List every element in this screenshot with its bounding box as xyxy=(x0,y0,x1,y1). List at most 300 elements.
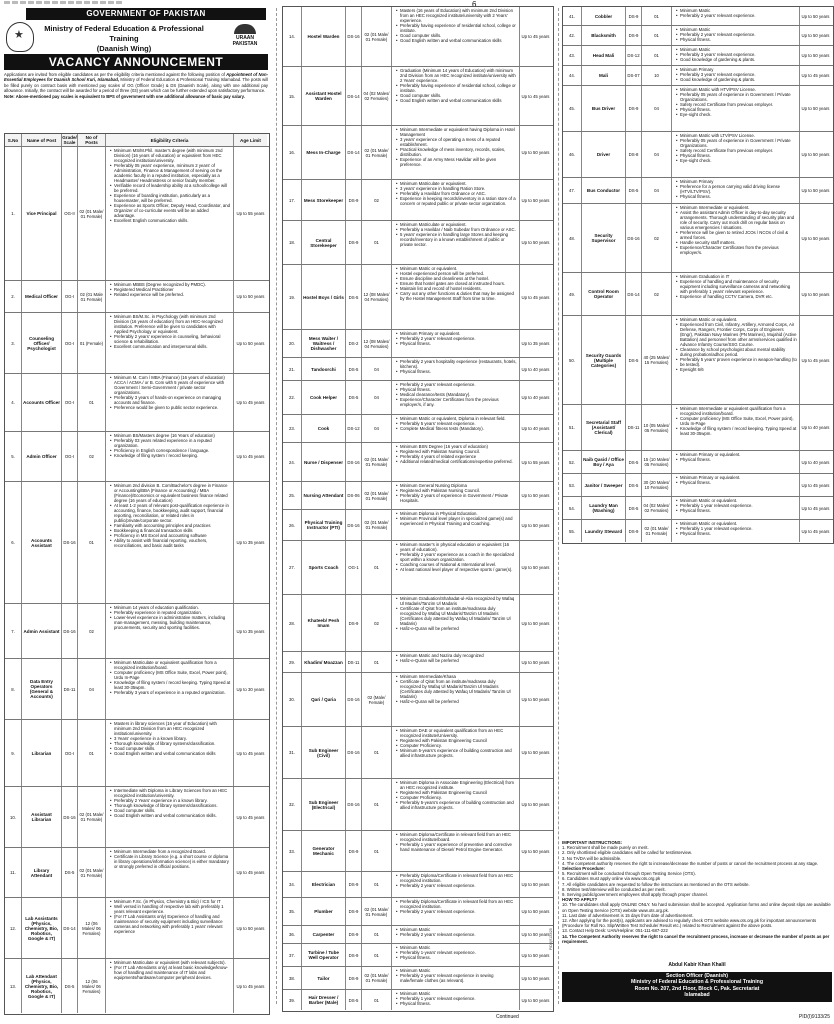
cell-grade: DS-9 xyxy=(345,898,361,925)
eligibility-item: • Preferably 2 years' experience in counseling, behavioral science & rehabilitation. xyxy=(110,334,231,344)
eligibility-item: • Minimum Matric or equivalent. xyxy=(676,317,797,322)
cell-name: Mess Waiter / Waitress / Dishwasher xyxy=(301,330,345,357)
cell-sno: 5. xyxy=(11,454,15,459)
cell-posts: 02 (01 Male 01 Female) xyxy=(77,281,105,312)
cell-name: Accounts Officer xyxy=(21,374,61,431)
instructions xyxy=(562,840,832,944)
eligibility-item: • Minimum Matric or equivalent. xyxy=(396,266,517,271)
cell-grade: DS-16 xyxy=(625,204,641,272)
cell-age: Up to 50 years xyxy=(519,944,551,966)
eligibility-item: • Preferably 2 years' relevant experience. xyxy=(396,883,517,888)
eligibility-item: • Preferably 1 year relevant experience. xyxy=(676,503,797,508)
eligibility-item: • Minimum Primary or equivalent. xyxy=(676,475,797,480)
eligibility-item: • Preferably Diploma/Certificate in relevant field from an HEC recognized institution. xyxy=(396,873,517,883)
table-row xyxy=(563,272,833,315)
cell-posts: 40 (25 Males/ 15 Females) xyxy=(641,316,671,404)
vacancy-table-3 xyxy=(562,6,834,544)
cell-posts: 01 xyxy=(361,779,391,830)
table-row xyxy=(563,473,833,496)
cell-sno: 15. xyxy=(289,93,295,99)
eligibility-item: • Registered with Pakistan Nursing Council. xyxy=(396,449,517,454)
eligibility-item: • Minimum DAE or equivalent qualification from an HEC recognized institute/University. xyxy=(396,728,517,738)
eligibility-item: • Good computer skills. xyxy=(396,93,517,98)
instruction-item: 1. Recruitment shall be made purely on merit. xyxy=(562,845,649,851)
cell-name: Laundry Man (Washing) xyxy=(581,497,625,519)
cell-name: Blacksmith xyxy=(581,26,625,45)
cell-name: Security Guards (Multiple Categories) xyxy=(581,316,625,404)
eligibility-item: • Minimum Primary xyxy=(676,67,797,72)
eligibility-item: • Medical clearance/tests (Mandatory). xyxy=(396,392,517,397)
table-row xyxy=(283,442,553,481)
cell-age: Up to 45 years xyxy=(799,316,831,404)
cell-age: Up to 50 years xyxy=(519,831,551,871)
cell-age: Up to 50 years xyxy=(799,7,831,25)
cell-posts: 12 (08 Males/ 04 Females) xyxy=(361,330,391,357)
table-row xyxy=(283,264,553,329)
cell-sno: 7. xyxy=(11,628,15,634)
cell-posts: 02 (01 Male/ 01 Female) xyxy=(77,848,105,897)
eligibility-item: • Preferably 2 years' relevant experience. xyxy=(396,382,517,387)
selection-item: 9. Serving public/government employees shall apply through proper channel. xyxy=(562,892,708,898)
cell-grade: DS-5 xyxy=(625,474,641,496)
eligibility-item: • Preferably 2 years' relevant experience. xyxy=(396,909,517,914)
eligibility-item: • Minimum Intermediate or equivalent having Diploma in Hotel Management xyxy=(396,127,517,137)
side-pid-label: PID(I)9133/25 xyxy=(549,928,553,950)
cell-grade: DS-14 xyxy=(625,273,641,315)
cell-name: Librarian xyxy=(21,720,61,786)
cell-sno: 39. xyxy=(289,997,295,1003)
table-row xyxy=(283,830,553,871)
eligibility-item: • Minimum Diploma in Associate Engineering (Electrical) from an HEC recognized institute. xyxy=(396,780,517,790)
cell-elig xyxy=(391,510,519,540)
cell-elig xyxy=(391,67,519,125)
cell-name: Electrician xyxy=(301,872,345,897)
cell-sno: 23. xyxy=(289,426,295,431)
table-row xyxy=(283,357,553,380)
cell-elig xyxy=(391,443,519,481)
eligibility-item: • Minimum Matriculate or equivalent. xyxy=(396,222,517,227)
cell-elig xyxy=(391,595,519,651)
eligibility-item: • Minimum 5-years's experience of building construction and allied infrastructure projects. xyxy=(396,748,517,758)
eligibility-item: • Preferably Diploma/Certificate in relevant field from an HEC recognized institution. xyxy=(396,899,517,909)
cell-grade: DS-14 xyxy=(61,898,77,958)
cell-elig xyxy=(671,316,799,404)
cell-grade: DS-9 xyxy=(345,926,361,943)
table-row xyxy=(563,404,833,450)
cell-elig xyxy=(671,86,799,131)
cell-posts: 10 (05 Males/ 05 Females) xyxy=(641,405,671,450)
cell-age: Up to 50 years xyxy=(519,180,551,220)
eligibility-item: • Physical fitness. xyxy=(676,194,797,199)
cell-grade: OG-II xyxy=(61,147,77,280)
cell-name: Library Attendant xyxy=(21,848,61,897)
table-row xyxy=(283,925,553,943)
eligibility-item: • 3 Years' experience in a known library. xyxy=(110,736,231,741)
cell-elig xyxy=(391,126,519,179)
eligibility-item: • Complete Medical fitness tests (Mandatory). xyxy=(396,426,517,431)
eligibility-item: • Certificate in Library Science (e.g. a short course or diploma in library operations/information science) is either mandatory or strongly preferred in official positions. xyxy=(110,854,231,869)
selection-item: 5. Recruitment will be conducted through Open Testing Service (OTS). xyxy=(562,871,696,877)
eligibility-item: • Minimum Diploma/Certificate in relevant field from an HEC recognized institute/board. xyxy=(396,832,517,842)
cell-grade: OG-I xyxy=(61,374,77,431)
eligibility-item: • Physical fitness. xyxy=(676,457,797,462)
cell-posts: 02 (01 Male/ 01 Female) xyxy=(361,126,391,179)
cell-sno: 26. xyxy=(289,522,295,528)
table-row xyxy=(283,897,553,925)
eligibility-item: • Minimum Matriculate or equivalent. xyxy=(396,181,517,186)
eligibility-item: • Physical fitness. xyxy=(396,341,517,346)
eligibility-item: • Eye-sight check. xyxy=(676,112,797,117)
cell-age: Up to 50 years xyxy=(799,132,831,177)
eligibility-item: • Minimum Matric xyxy=(396,968,517,973)
cell-grade: DS-5 xyxy=(61,959,77,1013)
eligibility-item: • Physical fitness. xyxy=(396,387,517,392)
cell-age: Up to 50 years xyxy=(519,872,551,897)
cell-sno: 52. xyxy=(569,459,575,465)
cell-name: Bus Conductor xyxy=(581,178,625,203)
eligibility-item: • Minimum Intermediate from a recognized Board. xyxy=(110,849,231,854)
eligibility-item: • Physical fitness. xyxy=(676,531,797,536)
eligibility-item: • Registered with Pakistan Engineering Council xyxy=(396,790,517,795)
eligibility-item: • Good English written and verbal communication skills xyxy=(396,98,517,103)
cell-elig xyxy=(391,221,519,264)
eligibility-item: • Ability to assist with financial reporting, vouchers, reconciliations, and basic audit tasks xyxy=(110,538,231,548)
header-name: Name of Post xyxy=(21,134,61,146)
cell-elig xyxy=(671,66,799,85)
cell-sno: 48. xyxy=(569,235,575,241)
cell-grade: DS-14 xyxy=(345,126,361,179)
cell-age: Up to 50 years xyxy=(519,779,551,830)
table-row xyxy=(563,45,833,65)
cell-elig xyxy=(391,652,519,672)
table-row xyxy=(5,481,269,603)
ministry-title xyxy=(30,24,218,54)
eligibility-item: • Computer proficiency (MS Office Suite, Excel, Power point), Urdu In-Page xyxy=(676,416,797,426)
table-row xyxy=(563,203,833,272)
cell-grade: DS-9 xyxy=(345,595,361,651)
intro-note: Note: Above-mentioned pay scales is equivalent to BPS of government with one additional allowance of basic pay salary. xyxy=(4,93,245,99)
cell-age: Up to 50 years xyxy=(519,898,551,925)
table-row xyxy=(283,329,553,357)
cell-posts: 02 (Male/ Female) xyxy=(361,673,391,726)
cell-name: Nurse / Dispenser xyxy=(301,443,345,481)
final-instruction: 14. The Competent Authority reserves the right to cancel the recruitment process, increase or decrease the number of posts as per requirement. xyxy=(562,933,830,944)
cell-elig xyxy=(671,520,799,542)
cell-age: Up to 50 years xyxy=(519,126,551,179)
eligibility-item: • Minimum Provincial level player in specialized game(s) and experienced in Physical Training and Coaching. xyxy=(396,516,517,526)
cell-elig xyxy=(105,787,233,847)
header-posts: No of Posts xyxy=(77,134,105,146)
cell-elig xyxy=(391,779,519,830)
eligibility-item: • Preferably 2 years' relevant experience. xyxy=(676,32,797,37)
cell-sno: 28. xyxy=(289,620,295,626)
cell-posts: 01 xyxy=(361,221,391,264)
table-row xyxy=(563,315,833,404)
table-row xyxy=(5,603,269,658)
vacancy-banner: VACANCY ANNOUNCEMENT xyxy=(4,54,268,70)
cell-elig xyxy=(391,482,519,509)
eligibility-item: • Preferably having experience of residential school, college or institute. xyxy=(396,83,517,93)
eligibility-item: • Minimum Primary xyxy=(676,179,797,184)
logo-text-1: URAAN xyxy=(235,35,255,41)
eligibility-item: • Bookkeeping & financial transaction skills xyxy=(110,528,231,533)
eligibility-item: • 3 years' experience in handling Ration Store. xyxy=(396,186,517,191)
eligibility-item: • Experience of handling CCTV Camera, DVR etc. xyxy=(676,294,797,299)
table-row xyxy=(283,179,553,220)
eligibility-item: • Minimum Graduation/Shahadat-ul-Alia recognized by Wafaq Ul Madaris/Tanzim Ul Madaris xyxy=(396,596,517,606)
eligibility-item: • Preferably 2 years' relevant experience. xyxy=(396,932,517,937)
eligibility-item: • Proficiency in MS Excel and accounting software xyxy=(110,533,231,538)
cell-grade: DS-5 xyxy=(625,316,641,404)
table-row xyxy=(283,943,553,966)
cell-posts: 12 (06 Males/ 06 Females) xyxy=(77,898,105,958)
cell-elig xyxy=(671,405,799,450)
cell-name: Assistant Librarian xyxy=(21,787,61,847)
cell-elig xyxy=(391,990,519,1010)
cell-sno: 16. xyxy=(289,150,295,155)
cell-sno: 14. xyxy=(289,34,295,39)
eligibility-item: • Physical fitness. xyxy=(676,480,797,485)
eligibility-item: • Preferably 2 years' relevant experience. xyxy=(676,13,797,18)
eligibility-item: • Good knowledge of gardening & plants. xyxy=(676,77,797,82)
eligibility-item: • Minimum Matric or equivalent. xyxy=(676,521,797,526)
eligibility-item: • Minimum Matric or equivalent. xyxy=(676,498,797,503)
cell-name: Khadim/ Moazzan xyxy=(301,652,345,672)
cell-age: Up to 40 years xyxy=(519,381,551,414)
eligibility-item: • Experienced from Civil, Infantry, Artillery, Armored Corps, Air Defense, Rangers, Frontier Corps, Corps of Engineers (Engr), Pakistan Navy Marines (PN Marines), Mujahid (Active Battalion) and personnel from other arms/services qualified in Advance Infantry Course/SSG Course. xyxy=(676,322,797,347)
cell-elig xyxy=(391,381,519,414)
cell-sno: 3. xyxy=(11,340,15,346)
cell-age: Up to 45 years xyxy=(519,265,551,329)
cell-posts: 02 (01 Male/ 01 Female) xyxy=(361,510,391,540)
cell-sno: 51. xyxy=(569,425,575,430)
eligibility-item: • Physical fitness. xyxy=(676,153,797,158)
cell-age: Up to 45 years xyxy=(233,787,267,847)
cell-elig xyxy=(391,898,519,925)
table-row xyxy=(5,431,269,481)
eligibility-item: • Good knowledge of gardening & plants. xyxy=(676,57,797,62)
eligibility-item: • Good computer skills. xyxy=(110,746,231,751)
cell-age: Up to 30 years xyxy=(233,659,267,719)
table-row xyxy=(283,651,553,672)
cell-age: Up to 50 years xyxy=(519,652,551,672)
cell-age: Up to 55 years xyxy=(233,147,267,280)
eligibility-item: • Minimum Matriculate or equivalent qualification from a recognized institution/board. xyxy=(110,660,231,670)
cell-sno: 54. xyxy=(569,505,575,511)
cell-age: Up to 50 years xyxy=(519,482,551,509)
eligibility-item: • Computer proficiency (MS Office Suite, Excel, Power point), Urdu In-Page xyxy=(110,670,231,680)
eligibility-item: • Eye-sight check. xyxy=(676,158,797,163)
cell-elig xyxy=(105,848,233,897)
cell-posts: 01 xyxy=(77,482,105,603)
cell-age: Up to 35 years xyxy=(233,482,267,603)
cell-posts: 02 xyxy=(361,595,391,651)
cell-grade: OG-I xyxy=(61,720,77,786)
cell-sno: 25. xyxy=(289,493,295,498)
cell-posts: 02 (01 Male/ 01 Female) xyxy=(77,787,105,847)
table-row xyxy=(563,25,833,45)
cell-age: Up to 45 years xyxy=(519,67,551,125)
cell-name: Hostel Warden xyxy=(301,7,345,66)
vacancy-table-1 xyxy=(4,133,270,1015)
cell-posts: 01 xyxy=(77,720,105,786)
eligibility-item: • Preferably 2 Years' experience in a known library. xyxy=(110,798,231,803)
cell-sno: 4. xyxy=(11,400,15,405)
cell-elig xyxy=(391,7,519,66)
cell-sno: 12. xyxy=(10,925,16,931)
cell-age: Up to 50 years xyxy=(799,26,831,45)
table-row xyxy=(283,594,553,651)
eligibility-item: • Preferably 05 years' experience, minimum 2 years' of Administration, Finance & Management of serving on the academic faculty in a reputed institution, especially as a Headmaster/ Headmistress or senior faculty member. xyxy=(110,163,231,183)
cell-name: Head Mali xyxy=(581,46,625,65)
cell-elig xyxy=(391,415,519,442)
eligibility-item: • Ensure discipline and cleanliness at the hostel. xyxy=(396,276,517,281)
cell-name: Cook Helper xyxy=(301,381,345,414)
eligibility-item: • Preferably experience in reputed organization. xyxy=(110,610,231,615)
eligibility-item: • Good English written and verbal communication skills. xyxy=(110,813,231,818)
eligibility-item: • Safety record Certificate from previous employer. xyxy=(676,102,797,107)
cell-sno: 49. xyxy=(569,291,575,297)
cell-name: Bus Driver xyxy=(581,86,625,131)
cell-sno: 13. xyxy=(10,983,16,989)
cell-name: Tailor xyxy=(301,967,345,989)
cell-sno: 37. xyxy=(289,952,295,958)
eligibility-item: • Minimum Matric or equivalent, Diploma in relevant field. xyxy=(396,416,517,421)
eligibility-item: • Minimum Matric xyxy=(676,27,797,32)
eligibility-item: • Physical fitness. xyxy=(676,107,797,112)
eligibility-item: • Good computer skills. xyxy=(396,33,517,38)
eligibility-item: • Preferably 05 years of experience in Government / Private Organizations. xyxy=(676,138,797,148)
cell-age: Up to 45 years xyxy=(233,959,267,1013)
cell-sno: 17. xyxy=(289,197,295,203)
eligibility-item: • Ensure that hostel gates are closed at instructed hours. xyxy=(396,281,517,286)
cell-elig xyxy=(105,374,233,431)
table-row xyxy=(283,540,553,594)
cell-name: Physical Training Instructor (PTI) xyxy=(301,510,345,540)
cell-age: Up to 50 years xyxy=(519,673,551,726)
eligibility-item: • Physical fitness. xyxy=(396,369,517,374)
eligibility-item: • Preferably 05 years of experience in Government / Private Organizations. xyxy=(676,92,797,102)
cell-name: Hostel Boys / Girls xyxy=(301,265,345,329)
table-row xyxy=(283,66,553,125)
table-row xyxy=(283,509,553,540)
cell-posts: 01 (Female) xyxy=(77,313,105,373)
table-row xyxy=(5,658,269,719)
cell-sno: 46. xyxy=(569,152,575,157)
intro-part-a: Applications are invited from eligible candidates as per the eligibility criteria mentioned against the following position of xyxy=(4,72,227,77)
cell-grade: DS-16 xyxy=(345,673,361,726)
cell-age: Up to 50 years xyxy=(519,595,551,651)
cell-age: Up to 50 years xyxy=(519,221,551,264)
eligibility-item: • (For IT Lab Attendants only) at least basic knowledge/know-how of handling and maintenance of IT labs and equipments/hardware/computer peripheral devices. xyxy=(110,965,231,980)
eligibility-item: • Minimum BS/M.Sc. in Psychology (with minimum 2nd Division (16 years of education) from an HEC-recognized institution. Preference will be given to candidates with Applied Psychology or equivalent. xyxy=(110,314,231,334)
eligibility-item: • Preferably 3 years' relevant experience. xyxy=(676,72,797,77)
cell-posts: 02 (01 Male/ 01 Female) xyxy=(361,967,391,989)
cell-grade: DS-9 xyxy=(625,520,641,542)
cell-age: Up to 50 years xyxy=(233,313,267,373)
instruction-item: 3. No TA/DA will be admissible. xyxy=(562,855,622,861)
cell-grade: DS-5 xyxy=(345,990,361,1010)
cell-age: Up to 45 years xyxy=(233,374,267,431)
cell-elig xyxy=(391,831,519,871)
cell-age: Up to 40 years xyxy=(799,405,831,450)
cell-sno: 32. xyxy=(289,802,295,807)
cell-posts: 04 xyxy=(641,86,671,131)
eligibility-item: • Minimum 14 years of education qualification. xyxy=(110,605,231,610)
table-row xyxy=(563,496,833,519)
eligibility-item: • Minimum Matriculate or equivalent (with relevant subjects). xyxy=(110,960,231,965)
cell-age: Up to 50 years xyxy=(799,178,831,203)
eligibility-item: • Hafiz-e-Quran will be preferred xyxy=(396,626,517,631)
table-row xyxy=(283,380,553,414)
eligibility-item: • Minimum M. Com / MBA (Finance) (16 years of education) ACCA / ACMA / or B. Com with 5 years of experience with Government / Semi-Government / private sector organizations. xyxy=(110,375,231,395)
how-item: 12. After applying for the post(s), applicants are advised to regularly check OTS website www.ots.org.pk for important announcements (Procedure for Roll No. Slip/Written Test Schedule/ Result etc.) related to Recruitment against the above posts. xyxy=(562,918,817,929)
signature-block xyxy=(562,972,832,1002)
eligibility-item: • Good computer skills. xyxy=(110,808,231,813)
eligibility-item: • Minimum Matric xyxy=(396,927,517,932)
eligibility-item: • Excellent English communication skills. xyxy=(110,218,231,223)
cell-name: Security Supervisor xyxy=(581,204,625,272)
eligibility-item: • Minimum Matric xyxy=(396,991,517,996)
cell-grade: OG-1 xyxy=(345,541,361,594)
cell-elig xyxy=(671,26,799,45)
cell-age: Up to 50 years xyxy=(519,541,551,594)
cell-posts: 15 (10 Males/ 05 Females) xyxy=(641,451,671,473)
eligibility-item: • Intermediate with Diploma in Library Sciences from an HEC recognized institution/university. xyxy=(110,788,231,798)
eligibility-item: • Certificate of Qirat from an institute/madrassa duly recognized by Wafaq Ul Madaris/Tanzim Ul Madaris (Certificates duly attested by Wafaq Ul Madaris/ Tanzim Ul Madaris) xyxy=(396,679,517,699)
eligibility-item: • Graduation (Minimum 14 years of Education) with minimum 2nd Division from an HEC recognized institute/university with 2 Years' experience. xyxy=(396,68,517,83)
header-grade: Grade/ Scale xyxy=(62,135,77,145)
cell-elig xyxy=(391,330,519,357)
cell-posts: 01 xyxy=(361,727,391,778)
cell-grade: DS-5 xyxy=(625,497,641,519)
cell-grade: DS-9 xyxy=(345,967,361,989)
cell-age: Up to 40 years xyxy=(519,358,551,380)
eligibility-item: • Coaching courses of National & International level. xyxy=(396,562,517,567)
eligibility-item: • Proficiency in English correspondence / language. xyxy=(110,448,231,453)
cell-elig xyxy=(671,474,799,496)
eligibility-item: • Preference would be given to public sector experience. xyxy=(110,405,231,410)
header-age: Age Limit xyxy=(233,134,267,146)
cell-posts: 02 (01 Male/ 01 Female) xyxy=(361,898,391,925)
table-row xyxy=(283,672,553,726)
cell-grade: DS-5 xyxy=(625,178,641,203)
eligibility-item: • Preferably a Havildar / Naib Subedar from Ordnance or ASC. xyxy=(396,227,517,232)
cell-sno: 10. xyxy=(10,814,16,820)
cell-posts: 01 xyxy=(361,926,391,943)
vacancy-table-2 xyxy=(282,6,554,1012)
cell-age: Up to 35 years xyxy=(233,604,267,658)
cell-sno: 55. xyxy=(569,528,575,534)
cell-name: Mess In-Charge xyxy=(301,126,345,179)
cell-name: Khateeb/ Pesh Imam xyxy=(301,595,345,651)
table-row xyxy=(283,966,553,989)
cell-sno: 50. xyxy=(569,357,575,363)
table-row xyxy=(283,871,553,897)
cell-posts: 04 xyxy=(641,132,671,177)
cell-age: Up to 35 years xyxy=(519,330,551,357)
cell-grade: DS-12 xyxy=(625,46,641,65)
selection-item: 6. Candidates must apply online via www.ots.org.pk xyxy=(562,876,661,882)
eligibility-item: • Minimum Matric with HTV/PSV License. xyxy=(676,87,797,92)
cell-name: Control Room Operator xyxy=(581,273,625,315)
cell-posts: 01 xyxy=(361,831,391,871)
cell-age: Up to 50 years xyxy=(233,898,267,958)
eligibility-item: • Maintain list and record of hostel residents. xyxy=(396,286,517,291)
cell-name: Tandoorchi xyxy=(301,358,345,380)
eligibility-item: • Preferably 2 years' relevant experience. xyxy=(396,336,517,341)
eligibility-item: • Handle security staff matters. xyxy=(676,240,797,245)
